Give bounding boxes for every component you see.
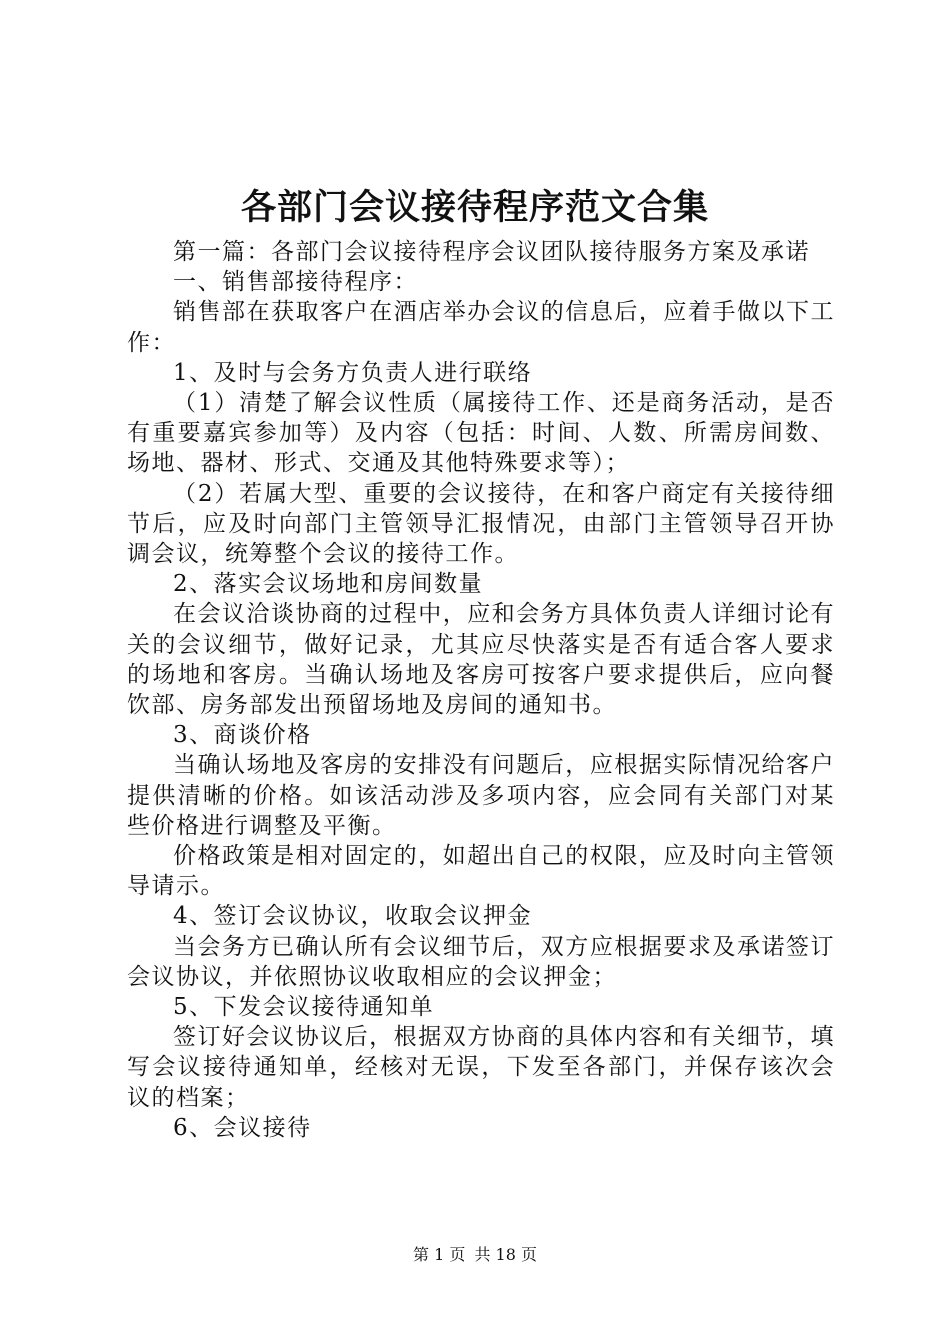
paragraph: （1）清楚了解会议性质（属接待工作、还是商务活动，是否有重要嘉宾参加等）及内容（包括：时间、人数、所需房间数、场地、器材、形式、交通及其他特殊要求等）；: [127, 390, 835, 477]
paragraph: 价格政策是相对固定的，如超出自己的权限，应及时向主管领导请示。: [127, 843, 835, 900]
section-heading: 6、会议接待: [173, 1114, 312, 1141]
paragraph: 当会务方已确认所有会议细节后，双方应根据要求及承诺签订会议协议，并依照协议收取相应的会议押金；: [127, 933, 835, 990]
paragraph: （2）若属大型、重要的会议接待，在和客户商定有关接待细节后，应及时向部门主管领导汇报情况，由部门主管领导召开协调会议，统筹整个会议的接待工作。: [127, 480, 835, 568]
paragraph: 在会议洽谈协商的过程中，应和会务方具体负责人详细讨论有关的会议细节，做好记录，尤其应尽快落实是否有适合客人要求的场地和客房。当确认场地及客房可按客户要求提供后，应向餐饮部、房务部发出预留场地及房间的通知书。: [127, 601, 835, 719]
page-number: 第 1 页: [413, 1245, 466, 1264]
paragraph: 签订好会议协议后，根据双方协商的具体内容和有关细节，填写会议接待通知单，经核对无误，下发至各部门，并保存该次会议的档案；: [127, 1024, 835, 1111]
section-heading: 一、销售部接待程序：: [173, 269, 418, 296]
page-footer: [0, 1243, 950, 1267]
paragraph: 第一篇：各部门会议接待程序会议团队接待服务方案及承诺: [173, 239, 810, 265]
paragraph: 销售部在获取客户在酒店举办会议的信息后，应着手做以下工作：: [127, 299, 835, 356]
document-body: [127, 237, 835, 1143]
page-total: 共 18 页: [474, 1245, 537, 1264]
section-heading: 1、及时与会务方负责人进行联络: [173, 359, 533, 386]
section-heading: 2、落实会议场地和房间数量: [173, 571, 484, 598]
section-heading: 5、下发会议接待通知单: [173, 994, 435, 1021]
document-title: 各部门会议接待程序范文合集: [240, 187, 709, 228]
paragraph: 当确认场地及客房的安排没有问题后，应根据实际情况给客户提供清晰的价格。如该活动涉及多项内容，应会同有关部门对某些价格进行调整及平衡。: [127, 752, 835, 839]
section-heading: 3、商谈价格: [173, 722, 312, 749]
section-heading: 4、签订会议协议，收取会议押金: [173, 903, 533, 930]
